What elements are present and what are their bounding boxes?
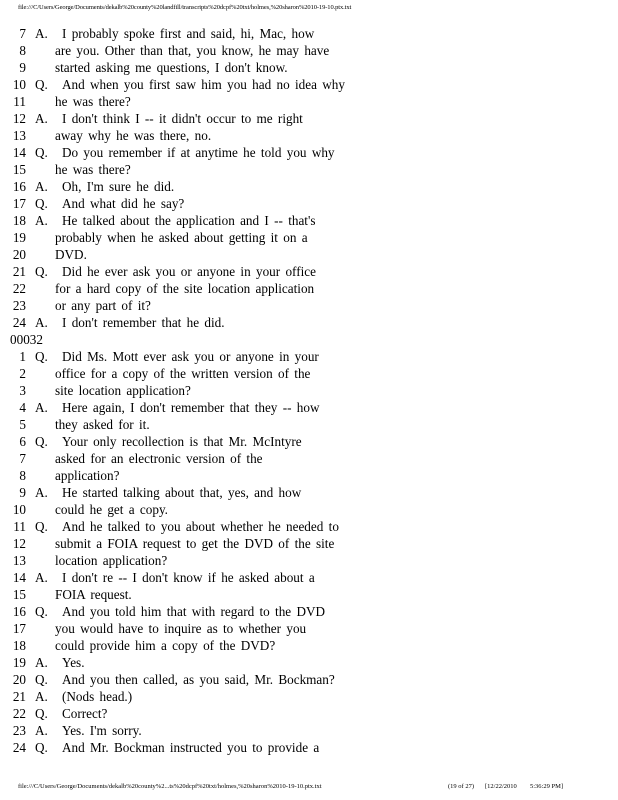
line-number: 16 <box>12 179 26 194</box>
line-text: (Nods head.) <box>62 689 133 704</box>
line-text: probably when he asked about getting it on a <box>55 230 308 245</box>
line-number: 15 <box>12 162 26 177</box>
speaker-label: Q. <box>35 706 48 721</box>
speaker-label: Q. <box>35 77 48 92</box>
transcript-line <box>0 586 618 603</box>
line-text: you would have to inquire as to whether you <box>55 621 307 636</box>
line-number: 5 <box>19 417 26 432</box>
line-text: And you then called, as you said, Mr. Bockman? <box>62 672 335 687</box>
speaker-label: A. <box>35 400 48 415</box>
line-text: site location application? <box>55 383 191 398</box>
line-text: Did he ever ask you or anyone in your office <box>62 264 316 279</box>
line-number: 17 <box>12 621 26 636</box>
line-text: Your only recollection is that Mr. McIntyre <box>62 434 302 449</box>
line-text: I don't re -- I don't know if he asked about a <box>62 570 315 585</box>
transcript-line <box>0 144 618 161</box>
line-number: 22 <box>12 706 26 721</box>
transcript-line <box>0 161 618 178</box>
line-text: And you told him that with regard to the DVD <box>62 604 326 619</box>
line-number: 21 <box>12 264 26 279</box>
line-text: started asking me questions, I don't know. <box>55 60 288 75</box>
line-text: DVD. <box>55 247 87 262</box>
transcript-line <box>0 518 618 535</box>
line-number: 19 <box>12 230 26 245</box>
line-number: 14 <box>12 145 26 160</box>
line-number: 20 <box>12 247 26 262</box>
line-number: 10 <box>12 502 26 517</box>
line-text: Correct? <box>62 706 108 721</box>
line-number: 18 <box>12 638 26 653</box>
line-number: 23 <box>12 723 26 738</box>
line-number: 1 <box>19 349 26 364</box>
line-text: And he talked to you about whether he needed to <box>62 519 339 534</box>
line-number: 18 <box>12 213 26 228</box>
speaker-label: Q. <box>35 740 48 755</box>
line-number: 24 <box>12 315 26 330</box>
line-text: And when you first saw him you had no idea why <box>62 77 345 92</box>
line-number: 4 <box>19 400 26 415</box>
speaker-label: A. <box>35 485 48 500</box>
line-number: 10 <box>12 77 26 92</box>
transcript-line <box>0 467 618 484</box>
speaker-label: A. <box>35 655 48 670</box>
transcript-line <box>0 552 618 569</box>
page-marker: 00032 <box>10 332 43 347</box>
speaker-label: Q. <box>35 672 48 687</box>
transcript-body <box>0 25 618 756</box>
line-number: 19 <box>12 655 26 670</box>
transcript-line <box>0 127 618 144</box>
transcript-block-1 <box>0 25 618 331</box>
line-number: 23 <box>12 298 26 313</box>
line-text: he was there? <box>55 94 131 109</box>
speaker-label: A. <box>35 723 48 738</box>
footer-page-count: (19 of 27) <box>448 783 474 790</box>
line-text: he was there? <box>55 162 131 177</box>
transcript-line <box>0 246 618 263</box>
line-text: location application? <box>55 553 168 568</box>
line-number: 12 <box>12 536 26 551</box>
speaker-label: A. <box>35 315 48 330</box>
transcript-line <box>0 433 618 450</box>
line-number: 11 <box>13 519 26 534</box>
line-number: 15 <box>12 587 26 602</box>
line-number: 6 <box>19 434 26 449</box>
line-text: He started talking about that, yes, and how <box>62 485 302 500</box>
transcript-line <box>0 654 618 671</box>
line-number: 12 <box>12 111 26 126</box>
line-number: 21 <box>12 689 26 704</box>
line-text: submit a FOIA request to get the DVD of the site <box>55 536 335 551</box>
transcript-line <box>0 195 618 212</box>
line-text: asked for an electronic version of the <box>55 451 263 466</box>
line-text: application? <box>55 468 120 483</box>
line-number: 13 <box>12 553 26 568</box>
line-text: office for a copy of the written version of the <box>55 366 311 381</box>
speaker-label: Q. <box>35 604 48 619</box>
line-text: Yes. <box>62 655 85 670</box>
transcript-line <box>0 569 618 586</box>
line-number: 9 <box>19 485 26 500</box>
transcript-line <box>0 722 618 739</box>
line-text: Here again, I don't remember that they -- how <box>62 400 320 415</box>
line-text: Oh, I'm sure he did. <box>62 179 175 194</box>
speaker-label: A. <box>35 213 48 228</box>
speaker-label: A. <box>35 570 48 585</box>
line-number: 16 <box>12 604 26 619</box>
transcript-line <box>0 535 618 552</box>
line-text: I probably spoke first and said, hi, Mac, how <box>62 26 315 41</box>
line-text: Do you remember if at anytime he told you why <box>62 145 335 160</box>
line-number: 7 <box>19 26 26 41</box>
line-text: Yes. I'm sorry. <box>62 723 142 738</box>
transcript-line <box>0 705 618 722</box>
line-number: 24 <box>12 740 26 755</box>
speaker-label: Q. <box>35 196 48 211</box>
transcript-line <box>0 739 618 756</box>
transcript-block-2 <box>0 348 618 756</box>
line-number: 20 <box>12 672 26 687</box>
transcript-line <box>0 399 618 416</box>
transcript-line <box>0 416 618 433</box>
transcript-line <box>0 280 618 297</box>
line-text: could provide him a copy of the DVD? <box>55 638 276 653</box>
speaker-label: Q. <box>35 349 48 364</box>
transcript-line <box>0 229 618 246</box>
transcript-line <box>0 450 618 467</box>
line-number: 8 <box>19 468 26 483</box>
line-text: He talked about the application and I -- that's <box>62 213 316 228</box>
transcript-line <box>0 671 618 688</box>
speaker-label: A. <box>35 26 48 41</box>
line-number: 13 <box>12 128 26 143</box>
footer-time: 5:36:29 PM] <box>530 783 564 790</box>
line-text: And Mr. Bockman instructed you to provide a <box>62 740 320 755</box>
transcript-line <box>0 688 618 705</box>
line-number: 7 <box>19 451 26 466</box>
transcript-line <box>0 620 618 637</box>
line-number: 22 <box>12 281 26 296</box>
transcript-line <box>0 25 618 42</box>
transcript-line <box>0 110 618 127</box>
speaker-label: Q. <box>35 145 48 160</box>
line-text: I don't remember that he did. <box>62 315 225 330</box>
transcript-line <box>0 637 618 654</box>
line-number: 8 <box>19 43 26 58</box>
line-number: 14 <box>12 570 26 585</box>
transcript-line <box>0 603 618 620</box>
transcript-line <box>0 297 618 314</box>
line-text: away why he was there, no. <box>55 128 212 143</box>
line-text: for a hard copy of the site location application <box>55 281 315 296</box>
transcript-line <box>0 501 618 518</box>
line-text: they asked for it. <box>55 417 150 432</box>
transcript-line <box>0 76 618 93</box>
speaker-label: Q. <box>35 519 48 534</box>
line-number: 11 <box>13 94 26 109</box>
transcript-line <box>0 59 618 76</box>
transcript-line <box>0 263 618 280</box>
line-text: or any part of it? <box>55 298 151 313</box>
speaker-label: Q. <box>35 434 48 449</box>
line-text: FOIA request. <box>55 587 132 602</box>
transcript-line <box>0 212 618 229</box>
transcript-line <box>0 178 618 195</box>
line-number: 9 <box>19 60 26 75</box>
line-number: 17 <box>12 196 26 211</box>
line-text: I don't think I -- it didn't occur to me right <box>62 111 303 126</box>
line-text: are you. Other than that, you know, he may have <box>55 43 330 58</box>
speaker-label: A. <box>35 179 48 194</box>
transcript-line <box>0 365 618 382</box>
transcript-line <box>0 484 618 501</box>
footer-file-path: file:///C/Users/George/Documents/dekalb%20county%2...ts%20dcpf%20txt/holmes,%20sharon%2010-19-10.ptx.txt <box>18 783 322 790</box>
speaker-label: Q. <box>35 264 48 279</box>
file-path-header: file:///C/Users/George/Documents/dekalb%20county%20landfill/transcripts%20dcpf%20txt/holmes,%20sharon%2010-19-10.ptx.txt <box>18 4 352 11</box>
transcript-line <box>0 42 618 59</box>
line-text: And what did he say? <box>62 196 185 211</box>
line-text: Did Ms. Mott ever ask you or anyone in your <box>62 349 319 364</box>
line-number: 3 <box>19 383 26 398</box>
transcript-line <box>0 348 618 365</box>
speaker-label: A. <box>35 111 48 126</box>
footer-date: [12/22/2010 <box>485 783 517 790</box>
transcript-line <box>0 93 618 110</box>
speaker-label: A. <box>35 689 48 704</box>
line-text: could he get a copy. <box>55 502 168 517</box>
line-number: 2 <box>19 366 26 381</box>
transcript-line <box>0 382 618 399</box>
transcript-line <box>0 314 618 331</box>
